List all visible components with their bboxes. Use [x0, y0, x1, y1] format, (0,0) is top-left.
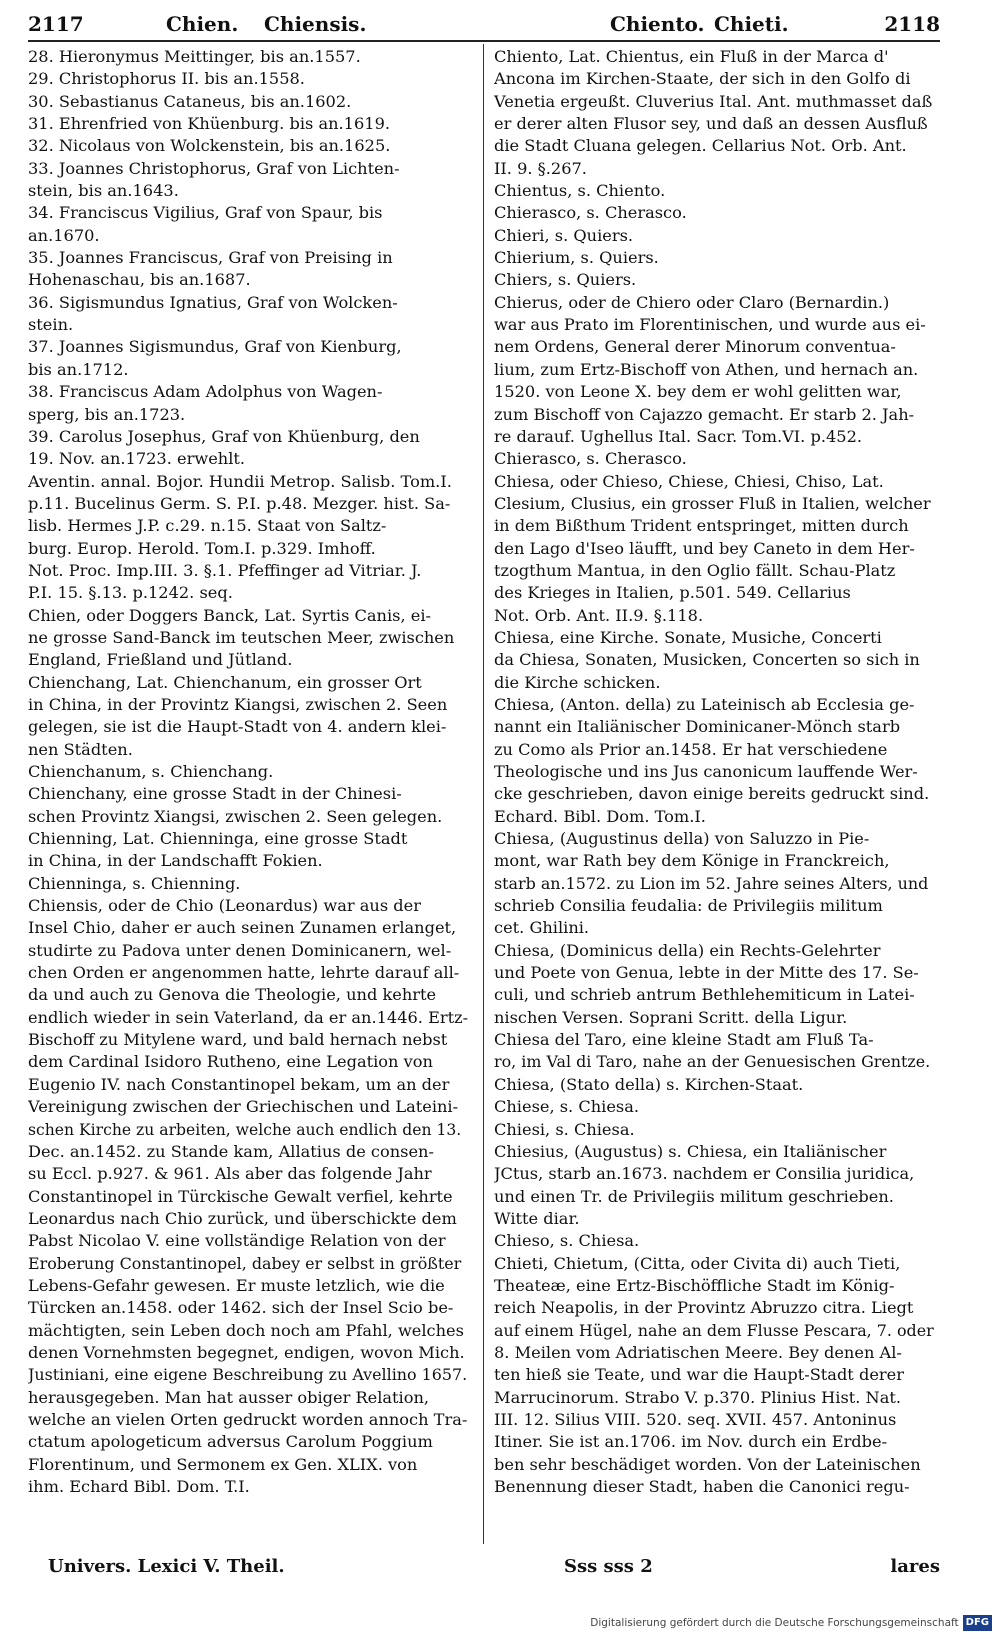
left-page-number: 2117 — [28, 12, 84, 36]
signature-mark: Sss sss 2 — [564, 1556, 653, 1577]
text-line: ihm. Echard Bibl. Dom. T.I. — [28, 1477, 250, 1496]
text-line: Chienchang, Lat. Chienchanum, ein grosser Ort — [28, 672, 422, 692]
text-line: p.11. Bucelinus Germ. S. P.I. p.48. Mezger. hist. Sa- — [28, 493, 451, 513]
text-line: nischen Versen. Soprani Scritt. della Ligur. — [494, 1007, 848, 1027]
text-line: Vereinigung zwischen der Griechischen und Lateini- — [28, 1097, 459, 1117]
header-rule — [28, 40, 940, 42]
text-line: Not. Proc. Imp.III. 3. §.1. Pfeffinger ad Vitriar. J. — [28, 560, 422, 580]
text-line: culi, und schrieb antrum Bethlehemiticum in Latei- — [494, 985, 915, 1005]
text-line: schen Provintz Xiangsi, zwischen 2. Seen gelegen. — [28, 806, 443, 826]
right-running-head-1: Chiento. — [610, 12, 705, 36]
text-line: war aus Prato im Florentinischen, und wurde aus ei- — [494, 315, 926, 335]
text-line: 28. Hieronymus Meittinger, bis an.1557. — [28, 47, 361, 66]
text-line: 35. Joannes Franciscus, Graf von Preising in — [28, 248, 393, 268]
right-column — [494, 46, 934, 1498]
text-line: tzogthum Mantua, in den Oglio fällt. Schau-Platz — [494, 560, 896, 580]
text-line: Chienning, Lat. Chienninga, eine grosse Stadt — [28, 829, 408, 849]
text-line: cet. Ghilini. — [494, 918, 590, 938]
text-line: stein. — [28, 315, 74, 335]
text-line: 29. Christophorus II. bis an.1558. — [28, 69, 305, 89]
text-line: lisb. Hermes J.P. c.29. n.15. Staat von Saltz- — [28, 516, 387, 536]
text-line: 37. Joannes Sigismundus, Graf von Kienburg, — [28, 337, 402, 357]
footer-title: Univers. Lexici V. Theil. — [48, 1556, 285, 1577]
left-running-head-2: Chiensis. — [264, 12, 367, 36]
text-line: nannt ein Italiänischer Dominicaner-Mönch starb — [494, 717, 901, 737]
text-line: da und auch zu Genova die Theologie, und kehrte — [28, 985, 437, 1005]
text-line: England, Frießland und Jütland. — [28, 650, 293, 670]
text-line: 33. Joannes Christophorus, Graf von Lichten- — [28, 158, 400, 178]
text-line: Justiniani, eine eigene Beschreibung zu Avellino 1657. — [28, 1365, 468, 1385]
text-line: welche an vielen Orten gedruckt worden annoch Tra- — [28, 1409, 468, 1429]
text-line: Chienchany, eine grosse Stadt in der Chinesi- — [28, 784, 402, 804]
text-line: Leonardus nach Chio zurück, und überschickte dem — [28, 1208, 457, 1228]
text-line: und Poete von Genua, lebte in der Mitte des 17. Se- — [494, 963, 919, 983]
text-line: Chierasco, s. Cherasco. — [494, 203, 687, 223]
text-line: Chienchanum, s. Chienchang. — [28, 762, 274, 781]
text-line: starb an.1572. zu Lion im 52. Jahre seines Alters, und — [494, 873, 929, 893]
text-line: zu Como als Prior an.1458. Er hat verschiedene — [494, 739, 888, 759]
text-line: Chiensis, oder de Chio (Leonardus) war aus der — [28, 896, 421, 916]
text-line: su Eccl. p.927. & 961. Als aber das folgende Jahr — [28, 1164, 432, 1184]
text-line: schrieb Consilia feudalia: de Privilegiis militum — [494, 896, 883, 916]
text-line: Benennung dieser Stadt, haben die Canonici regu- — [494, 1477, 910, 1496]
dfg-logo-icon: DFG — [963, 1615, 992, 1631]
text-line: Ancona im Kirchen-Staate, der sich in den Golfo di — [494, 69, 911, 89]
text-line: bis an.1712. — [28, 359, 129, 379]
banner-text: Digitalisierung gefördert durch die Deutsche Forschungsgemeinschaft — [590, 1617, 959, 1629]
text-line: Chiesa del Taro, eine kleine Stadt am Fluß Ta- — [494, 1030, 874, 1050]
text-line: III. 12. Silius VIII. 520. seq. XVII. 457. Antoninus — [494, 1409, 897, 1429]
text-line: 31. Ehrenfried von Khüenburg. bis an.1619. — [28, 114, 391, 134]
column-divider — [483, 44, 484, 1544]
right-running-head-2: Chieti. — [714, 12, 789, 36]
text-line: des Krieges in Italien, p.501. 549. Cellarius — [494, 583, 851, 603]
text-line: und einen Tr. de Privilegiis militum geschrieben. — [494, 1186, 894, 1206]
text-line: Chieso, s. Chiesa. — [494, 1231, 640, 1251]
text-line: nem Ordens, General derer Minorum conventua- — [494, 337, 896, 357]
text-line: herausgegeben. Man hat ausser obiger Relation, — [28, 1387, 430, 1407]
text-line: Dec. an.1452. zu Stande kam, Allatius de consen- — [28, 1141, 434, 1161]
text-line: 8. Meilen vom Adriatischen Meere. Bey denen Al- — [494, 1342, 902, 1362]
text-line: Chiesa, (Augustinus della) von Saluzzo in Pie- — [494, 829, 870, 849]
text-line: 34. Franciscus Vigilius, Graf von Spaur, bis — [28, 203, 383, 223]
text-line: 30. Sebastianus Cataneus, bis an.1602. — [28, 91, 352, 111]
text-line: Chiers, s. Quiers. — [494, 270, 637, 290]
text-line: Chiesa, (Anton. della) zu Lateinisch ab Ecclesia ge- — [494, 694, 915, 714]
text-line: Florentinum, und Sermonem ex Gen. XLIX. von — [28, 1454, 418, 1474]
text-line: Clesium, Clusius, ein grosser Fluß in Italien, welcher — [494, 493, 931, 513]
text-line: nen Städten. — [28, 739, 133, 759]
text-line: chen Orden er angenommen hatte, lehrte darauf all- — [28, 963, 460, 983]
text-line: Chien, oder Doggers Banck, Lat. Syrtis Canis, ei- — [28, 605, 431, 625]
page-header — [28, 8, 940, 36]
text-line: Lebens-Gefahr gewesen. Er muste letzlich, wie die — [28, 1275, 445, 1295]
text-line: Chiesi, s. Chiesa. — [494, 1119, 635, 1139]
text-line: Theateæ, eine Ertz-Bischöffliche Stadt im König- — [494, 1275, 895, 1295]
text-line: Eugenio IV. nach Constantinopel bekam, um an der — [28, 1074, 450, 1094]
text-line: Venetia ergeußt. Cluverius Ital. Ant. muthmasset daß — [494, 91, 933, 111]
catchword: lares — [890, 1556, 940, 1577]
text-line: mächtigten, sein Leben doch noch am Pfahl, welches — [28, 1320, 464, 1340]
text-line: 1520. von Leone X. bey dem er wohl gelitten war, — [494, 382, 902, 402]
text-line: reich Neapolis, in der Provintz Abruzzo citra. Liegt — [494, 1298, 914, 1318]
text-line: ro, im Val di Taro, nahe an der Genuesischen Grentze. — [494, 1052, 931, 1072]
text-line: die Kirche schicken. — [494, 672, 661, 692]
text-line: Chieri, s. Quiers. — [494, 225, 634, 245]
text-line: Insel Chio, daher er auch seinen Zunamen erlanget, — [28, 918, 457, 938]
text-line: Constantinopel in Türckische Gewalt verfiel, kehrte — [28, 1186, 453, 1206]
text-line: ten hieß sie Teate, und war die Haupt-Stadt derer — [494, 1365, 904, 1385]
text-line: mont, war Rath bey dem Könige in Franckreich, — [494, 851, 890, 871]
text-line: Pabst Nicolao V. eine vollständige Relation von der — [28, 1231, 446, 1251]
text-line: Chierasco, s. Cherasco. — [494, 449, 687, 469]
text-line: Chiesius, (Augustus) s. Chiesa, ein Italiänischer — [494, 1141, 887, 1161]
text-line: Chiesa, eine Kirche. Sonate, Musiche, Concerti — [494, 627, 882, 647]
text-line: Chiesa, (Stato della) s. Kirchen-Staat. — [494, 1074, 804, 1094]
text-line: zum Bischoff von Cajazzo gemacht. Er starb 2. Jah- — [494, 404, 915, 424]
text-line: auf einem Hügel, nahe an dem Flusse Pescara, 7. oder — [494, 1320, 934, 1340]
text-line: Chientus, s. Chiento. — [494, 181, 666, 201]
text-line: die Stadt Cluana gelegen. Cellarius Not. Orb. Ant. — [494, 136, 907, 156]
page-footer — [28, 1554, 940, 1584]
text-line: Itiner. Sie ist an.1706. im Nov. durch ein Erdbe- — [494, 1432, 888, 1452]
text-line: den Lago d'Iseo läufft, und bey Caneto in dem Her- — [494, 538, 915, 558]
text-line: 19. Nov. an.1723. erwehlt. — [28, 449, 246, 469]
text-line: ctatum apologeticum adversus Carolum Poggium — [28, 1432, 433, 1452]
text-line: Chierus, oder de Chiero oder Claro (Bernardin.) — [494, 292, 890, 312]
right-page-number: 2118 — [884, 12, 940, 36]
left-column — [28, 46, 468, 1498]
text-line: Echard. Bibl. Dom. Tom.I. — [494, 806, 706, 826]
text-line: cke geschrieben, davon einige bereits gedruckt sind. — [494, 784, 930, 804]
text-line: Chiesa, oder Chieso, Chiese, Chiesi, Chiso, Lat. — [494, 471, 884, 491]
text-line: JCtus, starb an.1673. nachdem er Consilia juridica, — [494, 1164, 915, 1184]
text-line: er derer alten Flusor sey, und daß an dessen Ausfluß — [494, 114, 928, 134]
text-line: Theologische und ins Jus canonicum lauffende Wer- — [494, 762, 918, 781]
text-line: in China, in der Landschafft Fokien. — [28, 851, 323, 871]
text-line: in China, in der Provintz Kiangsi, zwischen 2. Seen — [28, 694, 448, 714]
text-line: burg. Europ. Herold. Tom.I. p.329. Imhoff. — [28, 538, 376, 558]
text-line: Chiento, Lat. Chientus, ein Fluß in der Marca d' — [494, 47, 889, 66]
text-line: endlich wieder in sein Vaterland, da er an.1446. Ertz- — [28, 1007, 468, 1027]
text-line: gelegen, sie ist die Haupt-Stadt von 4. andern klei- — [28, 717, 447, 737]
text-line: Marrucinorum. Strabo V. p.370. Plinius Hist. Nat. — [494, 1387, 902, 1407]
text-line: ben sehr beschädiget worden. Von der Lateinischen — [494, 1454, 921, 1474]
text-line: da Chiesa, Sonaten, Musicken, Concerten so sich in — [494, 650, 920, 670]
text-line: stein, bis an.1643. — [28, 181, 179, 201]
text-line: studirte zu Padova unter denen Dominicanern, wel- — [28, 940, 452, 960]
text-line: Witte diar. — [494, 1208, 580, 1228]
document-page — [28, 8, 940, 1578]
text-line: II. 9. §.267. — [494, 158, 587, 178]
text-line: denen Vornehmsten begegnet, endigen, wovon Mich. — [28, 1342, 465, 1362]
text-line: schen Kirche zu arbeiten, welche auch endlich den 13. — [28, 1120, 462, 1139]
text-line: 39. Carolus Josephus, Graf von Khüenburg, den — [28, 426, 420, 446]
text-line: 32. Nicolaus von Wolckenstein, bis an.1625. — [28, 136, 391, 156]
text-line: Chienninga, s. Chienning. — [28, 873, 241, 893]
text-line: Chieti, Chietum, (Citta, oder Civita di) auch Tieti, — [494, 1253, 901, 1273]
text-line: Not. Orb. Ant. II.9. §.118. — [494, 605, 704, 625]
text-line: Aventin. annal. Bojor. Hundii Metrop. Salisb. Tom.I. — [28, 471, 452, 491]
text-line: 36. Sigismundus Ignatius, Graf von Wolcken- — [28, 292, 398, 312]
digitization-banner — [590, 1613, 992, 1633]
text-line: Hohenaschau, bis an.1687. — [28, 270, 251, 290]
text-line: Bischoff zu Mitylene ward, und bald hernach nebst — [28, 1030, 448, 1050]
text-line: dem Cardinal Isidoro Rutheno, eine Legation von — [28, 1052, 433, 1072]
text-line: P.I. 15. §.13. p.1242. seq. — [28, 583, 233, 603]
text-line: in dem Bißthum Trident entspringet, mitten durch — [494, 516, 909, 536]
text-line: Chiesa, (Dominicus della) ein Rechts-Gelehrter — [494, 940, 881, 960]
left-running-head-1: Chien. — [166, 12, 239, 36]
text-line: lium, zum Ertz-Bischoff von Athen, und hernach an. — [494, 359, 919, 379]
text-line: Chierium, s. Quiers. — [494, 248, 659, 268]
text-line: 38. Franciscus Adam Adolphus von Wagen- — [28, 382, 383, 402]
text-line: re darauf. Ughellus Ital. Sacr. Tom.VI. p.452. — [494, 426, 863, 446]
text-line: an.1670. — [28, 225, 100, 245]
text-line: sperg, bis an.1723. — [28, 404, 186, 424]
text-line: Chiese, s. Chiesa. — [494, 1097, 640, 1117]
text-line: Türcken an.1458. oder 1462. sich der Insel Scio be- — [28, 1298, 454, 1318]
text-line: Eroberung Constantinopel, dabey er selbst in größter — [28, 1253, 462, 1273]
text-line: ne grosse Sand-Banck im teutschen Meer, zwischen — [28, 627, 455, 647]
